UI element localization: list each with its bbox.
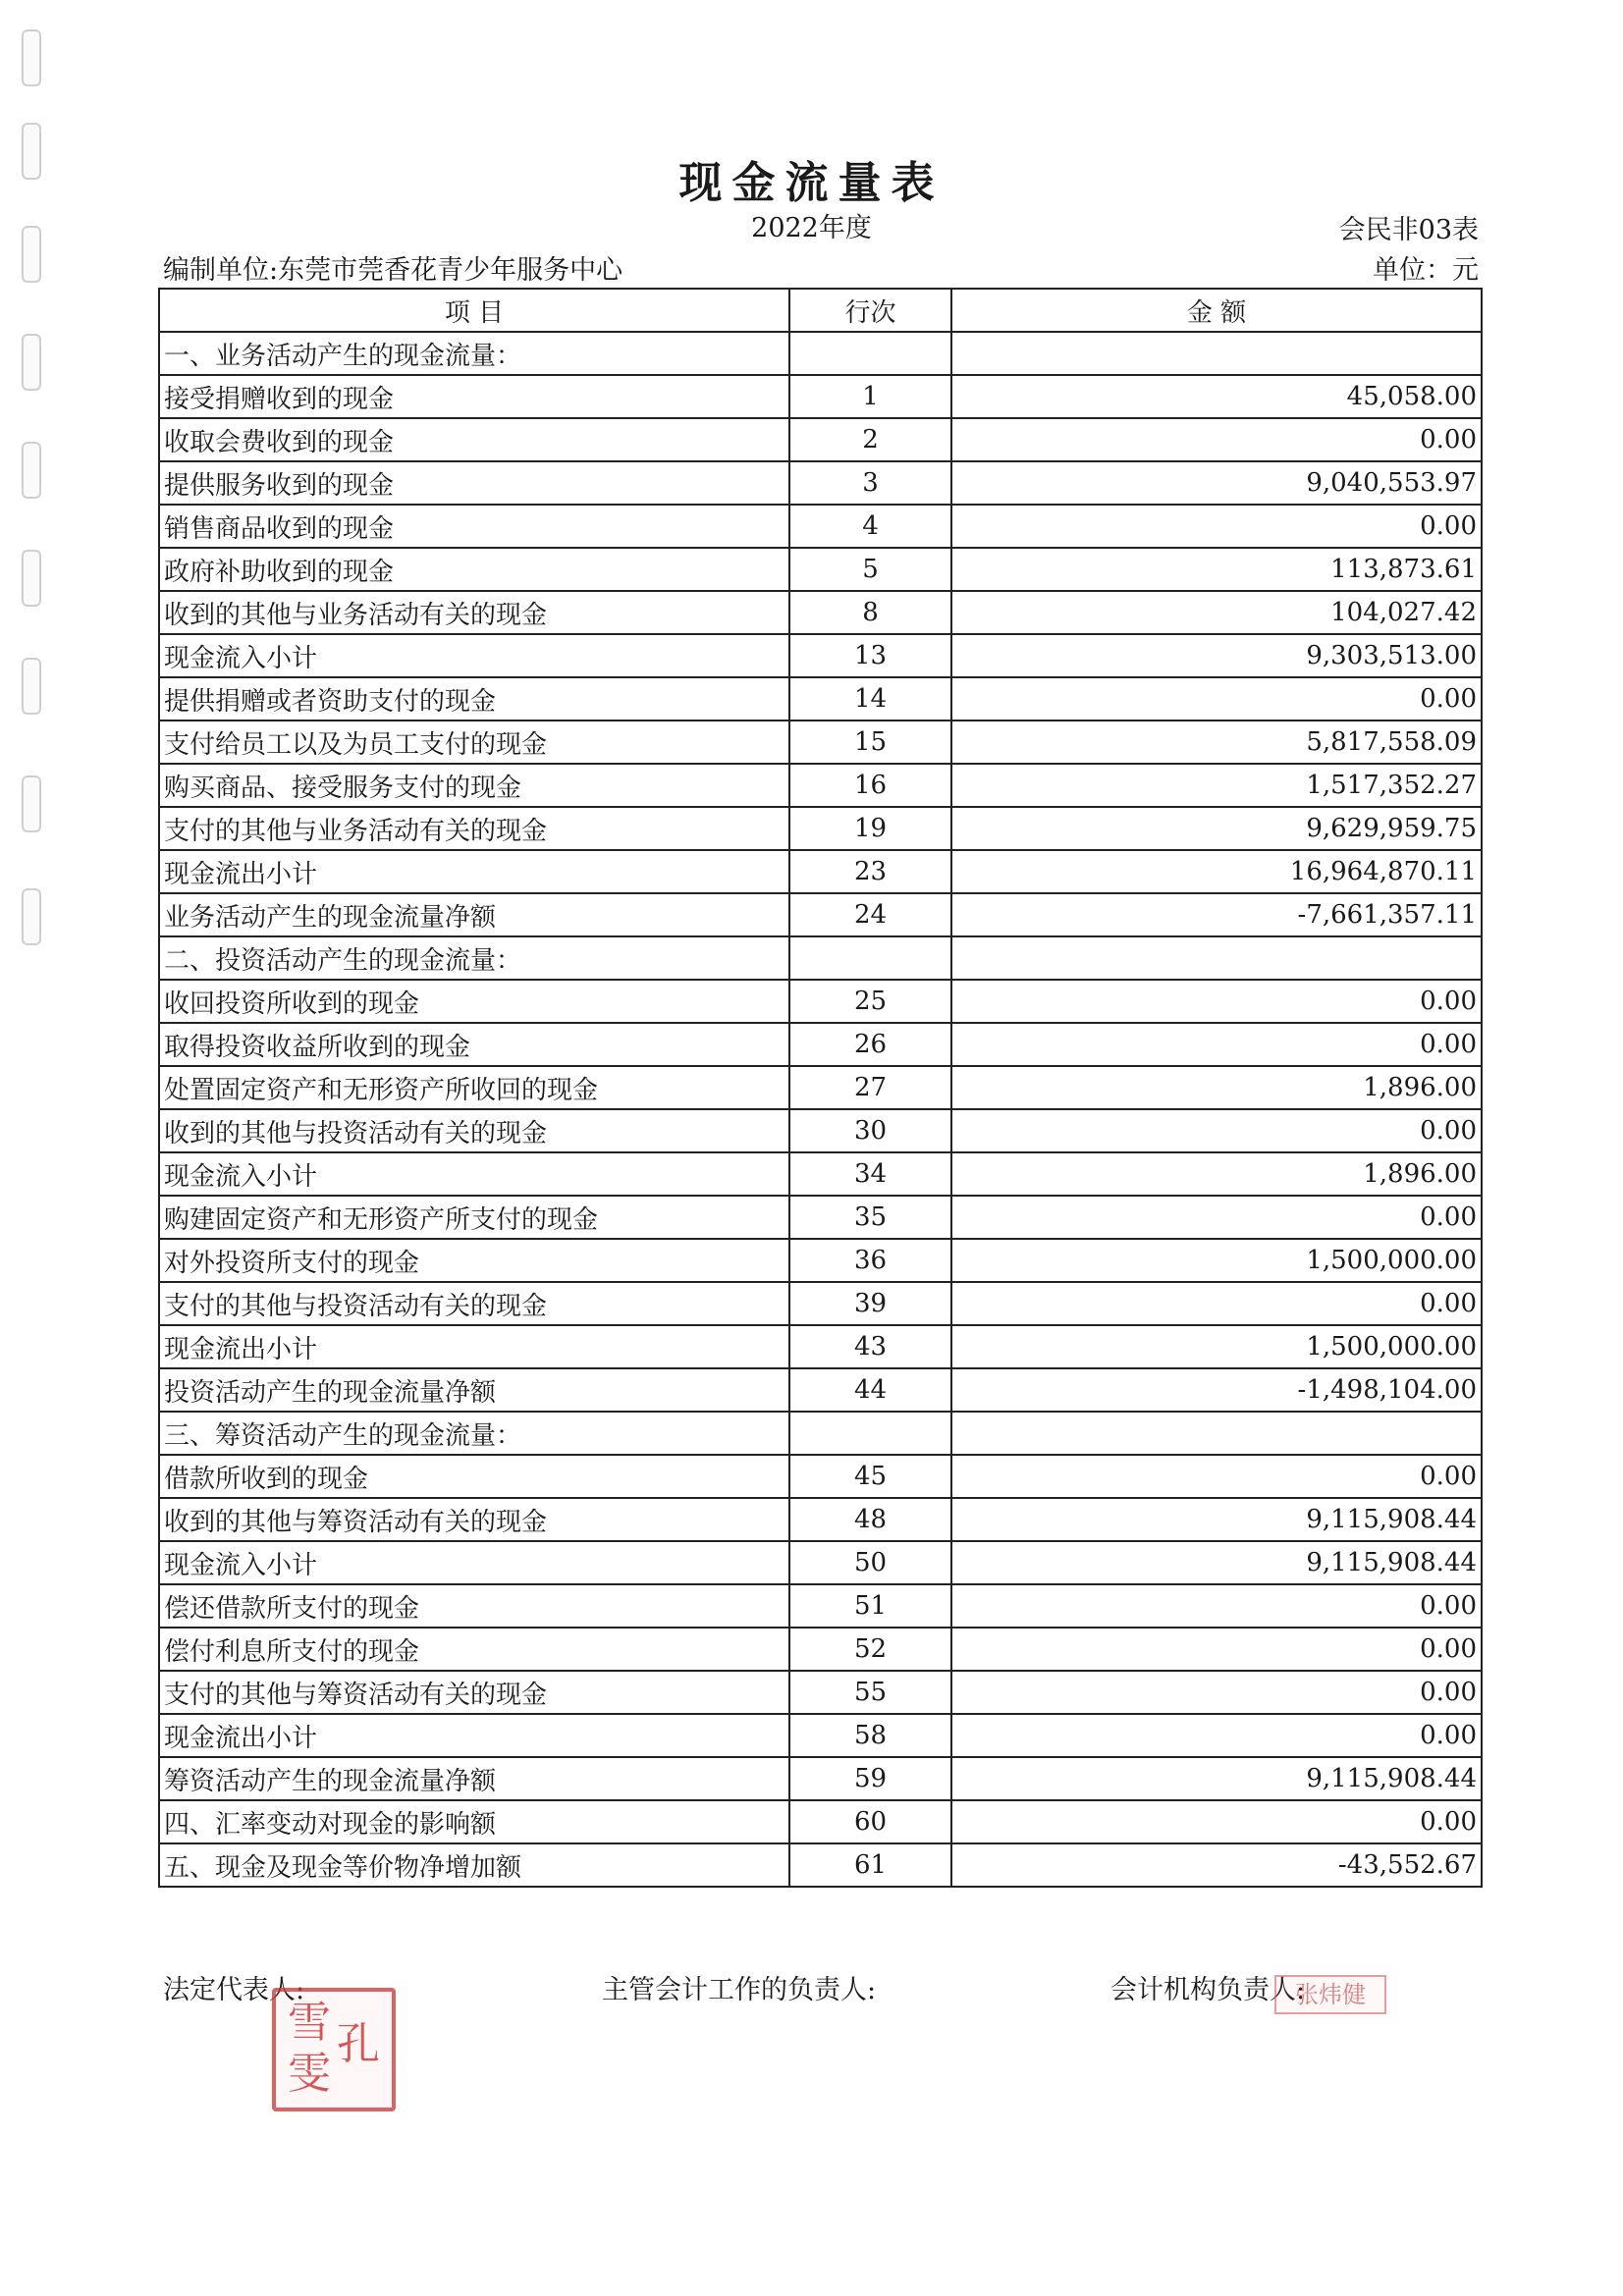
row-number: 14 [789,677,951,721]
row-amount: 0.00 [951,505,1482,548]
table-row [159,1239,1482,1282]
row-number: 50 [789,1541,951,1584]
row-amount: 9,115,908.44 [951,1498,1482,1541]
row-amount: 0.00 [951,1800,1482,1843]
row-amount: 0.00 [951,980,1482,1023]
row-item-label: 现金流出小计 [159,850,789,893]
header-row-no: 行次 [789,289,951,332]
table-row [159,1196,1482,1239]
row-amount: 0.00 [951,1628,1482,1671]
table-row [159,936,1482,980]
row-amount: 0.00 [951,1282,1482,1325]
header-item: 项 目 [159,289,789,332]
row-amount: -43,552.67 [951,1843,1482,1887]
row-amount: 0.00 [951,677,1482,721]
legal-rep-seal: 雪 雯 孔 [272,1988,396,2111]
row-number [789,936,951,980]
row-amount: 113,873.61 [951,548,1482,591]
binding-hole [22,550,41,607]
table-row [159,1498,1482,1541]
row-item-label: 收到的其他与投资活动有关的现金 [159,1109,789,1152]
row-number: 52 [789,1628,951,1671]
binding-hole [22,888,41,945]
row-number: 61 [789,1843,951,1887]
row-amount [951,936,1482,980]
header-amount: 金 额 [951,289,1482,332]
table-header-row [159,289,1482,332]
row-number: 51 [789,1584,951,1628]
row-amount: 5,817,558.09 [951,721,1482,764]
row-item-label: 四、汇率变动对现金的影响额 [159,1800,789,1843]
row-item-label: 提供捐赠或者资助支付的现金 [159,677,789,721]
table-row [159,548,1482,591]
table-row [159,1843,1482,1887]
legal-rep-label: 法定代表人: [163,1975,305,2005]
row-item-label: 收到的其他与筹资活动有关的现金 [159,1498,789,1541]
binding-hole [22,658,41,715]
binding-hole [22,775,41,832]
cash-flow-table [158,288,1483,1888]
row-amount: 0.00 [951,1584,1482,1628]
table-row [159,1325,1482,1368]
table-row [159,764,1482,807]
table-row [159,1757,1482,1800]
row-amount: 9,115,908.44 [951,1541,1482,1584]
row-item-label: 支付给员工以及为员工支付的现金 [159,721,789,764]
table-row [159,418,1482,461]
row-item-label: 销售商品收到的现金 [159,505,789,548]
table-row [159,332,1482,375]
table-row [159,980,1482,1023]
row-amount: 1,500,000.00 [951,1239,1482,1282]
row-number: 43 [789,1325,951,1368]
row-item-label: 偿付利息所支付的现金 [159,1628,789,1671]
table-row [159,1282,1482,1325]
row-number: 34 [789,1152,951,1196]
table-row [159,461,1482,505]
table-row [159,1023,1482,1066]
table-row [159,1541,1482,1584]
row-amount: 1,896.00 [951,1066,1482,1109]
row-item-label: 政府补助收到的现金 [159,548,789,591]
table-row [159,634,1482,677]
accounting-head-label: 主管会计工作的负责人: [602,1975,877,2005]
row-number: 1 [789,375,951,418]
table-row [159,1455,1482,1498]
row-amount: 0.00 [951,1714,1482,1757]
row-number: 4 [789,505,951,548]
binding-hole [22,442,41,499]
currency-unit: 单位：元 [1373,255,1479,286]
row-number: 26 [789,1023,951,1066]
table-row [159,1152,1482,1196]
row-number: 15 [789,721,951,764]
row-item-label: 现金流入小计 [159,1541,789,1584]
row-number: 2 [789,418,951,461]
row-number: 8 [789,591,951,634]
row-number: 58 [789,1714,951,1757]
table-row [159,850,1482,893]
row-amount: 1,896.00 [951,1152,1482,1196]
row-amount: 9,303,513.00 [951,634,1482,677]
row-item-label: 支付的其他与业务活动有关的现金 [159,807,789,850]
row-number: 27 [789,1066,951,1109]
row-amount: 16,964,870.11 [951,850,1482,893]
binding-hole [22,29,41,86]
row-number: 55 [789,1671,951,1714]
row-amount: 0.00 [951,1023,1482,1066]
row-number [789,332,951,375]
row-number: 59 [789,1757,951,1800]
row-number: 5 [789,548,951,591]
table-row [159,505,1482,548]
row-amount [951,332,1482,375]
row-amount: -7,661,357.11 [951,893,1482,936]
row-item-label: 对外投资所支付的现金 [159,1239,789,1282]
row-number: 23 [789,850,951,893]
row-number [789,1412,951,1455]
row-item-label: 购买商品、接受服务支付的现金 [159,764,789,807]
row-item-label: 借款所收到的现金 [159,1455,789,1498]
row-item-label: 支付的其他与筹资活动有关的现金 [159,1671,789,1714]
row-item-label: 业务活动产生的现金流量净额 [159,893,789,936]
row-item-label: 二、投资活动产生的现金流量： [159,936,789,980]
row-item-label: 收到的其他与业务活动有关的现金 [159,591,789,634]
row-item-label: 收回投资所收到的现金 [159,980,789,1023]
table-body [159,332,1482,1887]
table-row [159,591,1482,634]
table-row [159,1584,1482,1628]
table-row [159,1066,1482,1109]
row-item-label: 一、业务活动产生的现金流量： [159,332,789,375]
row-number: 48 [789,1498,951,1541]
table-row [159,893,1482,936]
row-amount: 9,040,553.97 [951,461,1482,505]
row-amount: 1,500,000.00 [951,1325,1482,1368]
row-number: 44 [789,1368,951,1412]
table-row [159,1412,1482,1455]
table-row [159,1628,1482,1671]
table-row [159,721,1482,764]
table-row [159,1800,1482,1843]
row-amount: 0.00 [951,1109,1482,1152]
page-title: 现金流量表 [678,158,945,208]
row-amount: 45,058.00 [951,375,1482,418]
row-amount [951,1412,1482,1455]
row-amount: -1,498,104.00 [951,1368,1482,1412]
row-amount: 0.00 [951,1671,1482,1714]
row-item-label: 取得投资收益所收到的现金 [159,1023,789,1066]
row-item-label: 五、现金及现金等价物净增加额 [159,1843,789,1887]
accounting-dept-head-label: 会计机构负责人: [1110,1975,1306,2005]
row-item-label: 提供服务收到的现金 [159,461,789,505]
row-item-label: 处置固定资产和无形资产所收回的现金 [159,1066,789,1109]
row-amount: 0.00 [951,1455,1482,1498]
row-item-label: 现金流入小计 [159,1152,789,1196]
table-row [159,375,1482,418]
row-amount: 9,115,908.44 [951,1757,1482,1800]
row-number: 39 [789,1282,951,1325]
row-number: 16 [789,764,951,807]
row-item-label: 偿还借款所支付的现金 [159,1584,789,1628]
row-amount: 9,629,959.75 [951,807,1482,850]
row-amount: 0.00 [951,418,1482,461]
row-item-label: 收取会费收到的现金 [159,418,789,461]
row-item-label: 三、筹资活动产生的现金流量： [159,1412,789,1455]
row-number: 35 [789,1196,951,1239]
row-item-label: 现金流出小计 [159,1325,789,1368]
row-amount: 1,517,352.27 [951,764,1482,807]
row-amount: 0.00 [951,1196,1482,1239]
row-number: 24 [789,893,951,936]
row-number: 30 [789,1109,951,1152]
row-item-label: 现金流入小计 [159,634,789,677]
table-row [159,677,1482,721]
fiscal-year: 2022年度 [751,213,872,243]
table-row [159,1671,1482,1714]
table-row [159,807,1482,850]
row-number: 36 [789,1239,951,1282]
row-number: 45 [789,1455,951,1498]
organization: 编制单位:东莞市莞香花青少年服务中心 [163,255,623,286]
row-number: 19 [789,807,951,850]
accounting-dept-seal: 张炜健 [1274,1975,1386,2014]
table-row [159,1714,1482,1757]
row-item-label: 购建固定资产和无形资产所支付的现金 [159,1196,789,1239]
table-row [159,1368,1482,1412]
row-item-label: 现金流出小计 [159,1714,789,1757]
row-number: 3 [789,461,951,505]
binding-hole [22,334,41,391]
row-amount: 104,027.42 [951,591,1482,634]
row-item-label: 筹资活动产生的现金流量净额 [159,1757,789,1800]
form-code: 会民非03表 [1338,215,1479,245]
row-item-label: 接受捐赠收到的现金 [159,375,789,418]
row-item-label: 支付的其他与投资活动有关的现金 [159,1282,789,1325]
row-item-label: 投资活动产生的现金流量净额 [159,1368,789,1412]
row-number: 60 [789,1800,951,1843]
row-number: 13 [789,634,951,677]
table-row [159,1109,1482,1152]
row-number: 25 [789,980,951,1023]
